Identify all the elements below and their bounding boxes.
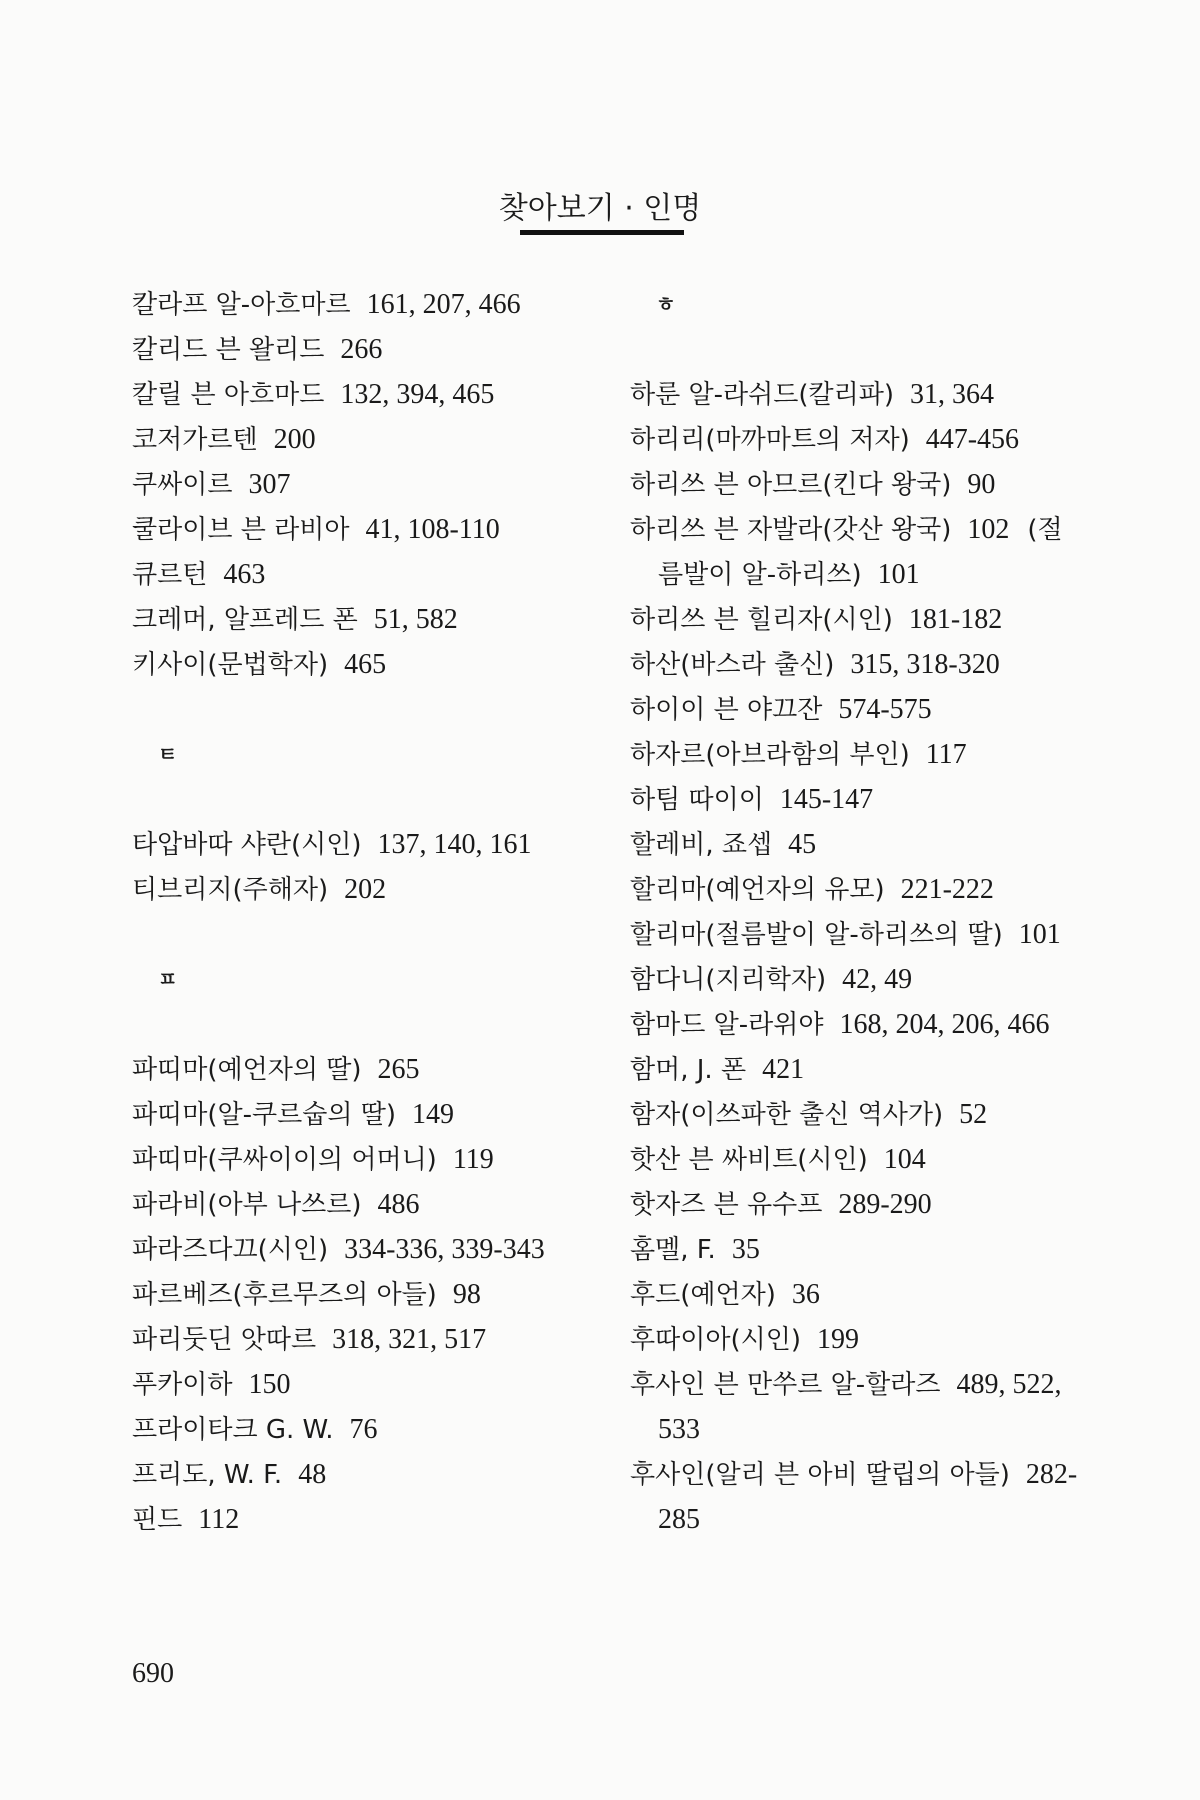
entry-pages: 36 [791, 1279, 820, 1310]
entry-name: 파르베즈(후르무즈의 아들) [132, 1280, 437, 1310]
entry-pages: 42, 49 [842, 964, 913, 995]
index-entry [630, 822, 1100, 867]
entry-pages: 101 [877, 559, 920, 590]
entry-name: 타압바따 샤란(시인) [132, 830, 362, 860]
entry-pages: 168, 204, 206, 466 [839, 1009, 1050, 1040]
title-underline [520, 230, 684, 235]
index-entry [132, 1182, 612, 1227]
entry-name: 후드(예언자) [630, 1280, 776, 1310]
index-entry-continuation [630, 552, 1100, 597]
entry-pages: 315, 318-320 [850, 649, 1000, 680]
entry-pages: 35 [731, 1234, 760, 1265]
section-gap [132, 1002, 612, 1047]
index-entry [132, 642, 612, 687]
entry-name: 하룬 알-라쉬드(칼리파) [630, 380, 894, 410]
section-gap [630, 327, 1100, 372]
entry-pages: 574-575 [838, 694, 932, 725]
entries-p-group [132, 1047, 612, 1542]
entry-name: 파띠마(쿠싸이이의 어머니) [132, 1145, 437, 1175]
index-entry-continuation [630, 1407, 1100, 1452]
index-entry [132, 507, 612, 552]
index-entry [132, 1452, 612, 1497]
entry-pages: 48 [298, 1459, 327, 1490]
entry-name: 쿨라이브 븐 라비아 [132, 515, 350, 545]
index-entry [132, 1272, 612, 1317]
entry-pages: 149 [411, 1099, 454, 1130]
entry-name: 핀드 [132, 1505, 183, 1535]
index-entry [132, 1407, 612, 1452]
entry-pages: 465 [344, 649, 387, 680]
index-entry [630, 1362, 1100, 1407]
index-entry [132, 327, 612, 372]
entry-name: 하리쓰 븐 자발라(갓산 왕국) [630, 515, 952, 545]
entry-pages: 318, 321, 517 [332, 1324, 487, 1355]
index-entry [630, 1047, 1100, 1092]
entry-pages: 486 [377, 1189, 420, 1220]
entry-name: 하리쓰 븐 아므르(킨다 왕국) [630, 470, 952, 500]
entry-pages: 112 [198, 1504, 240, 1535]
entry-name: 푸카이하 [132, 1370, 233, 1400]
index-entry [132, 1362, 612, 1407]
entry-pages: 463 [223, 559, 266, 590]
entry-pages: 117 [925, 739, 967, 770]
index-entry [132, 462, 612, 507]
index-entry [630, 1002, 1100, 1047]
index-entry [630, 1317, 1100, 1362]
section-gap [132, 777, 612, 822]
index-entry [630, 732, 1100, 777]
entry-pages: 119 [452, 1144, 494, 1175]
index-entry [630, 1452, 1100, 1497]
entry-pages: 307 [248, 469, 291, 500]
entry-pages: 145-147 [779, 784, 874, 815]
entry-pages: 285 [658, 1504, 700, 1535]
entry-name: 쿠싸이르 [132, 470, 233, 500]
entry-name: 키사이(문법학자) [132, 650, 329, 680]
index-entry-continuation [630, 1497, 1100, 1542]
entry-pages: 98 [452, 1279, 481, 1310]
entry-name: 파라즈다끄(시인) [132, 1235, 329, 1265]
page-title: 찾아보기 · 인명 [498, 191, 702, 226]
entry-name: 파리둣딘 앗따르 [132, 1325, 317, 1355]
entry-name: 할리마(절름발이 알-하리쓰의 딸) [630, 920, 1003, 950]
index-entry [132, 1497, 612, 1542]
index-entry [630, 507, 1100, 552]
index-entry [630, 1272, 1100, 1317]
entry-name: 후사인 븐 만쑤르 알-할라즈 [630, 1370, 941, 1400]
index-entry [630, 462, 1100, 507]
index-entry [630, 1137, 1100, 1182]
entry-name: 칼리드 븐 왈리드 [132, 335, 325, 365]
entries-k-group [132, 282, 612, 687]
entry-name: 코저가르텐 [132, 425, 258, 455]
entry-pages: 31, 364 [909, 379, 994, 410]
entry-name: 칼라프 알-아흐마르 [132, 290, 351, 320]
index-entry [630, 1227, 1100, 1272]
entry-name: 파라비(아부 나쓰르) [132, 1190, 362, 1220]
entry-name-continued: (절 [1027, 515, 1063, 545]
index-entry [132, 1092, 612, 1137]
entry-name: 큐르턴 [132, 560, 208, 590]
entry-pages: 41, 108-110 [365, 514, 500, 545]
entry-pages: 102 [967, 514, 1010, 545]
entry-pages: 289-290 [838, 1189, 932, 1220]
entry-pages: 45 [788, 829, 817, 860]
entry-pages: 266 [340, 334, 383, 365]
page-number: 690 [132, 1658, 174, 1689]
index-entry [132, 552, 612, 597]
entry-name: 후따이아(시인) [630, 1325, 801, 1355]
entry-name: 하산(바스라 출신) [630, 650, 835, 680]
entry-name: 름발이 알-하리쓰) [658, 560, 862, 590]
entry-pages: 447-456 [925, 424, 1020, 455]
entry-pages: 51, 582 [373, 604, 458, 635]
index-entry [630, 867, 1100, 912]
entry-pages: 101 [1018, 919, 1061, 950]
entry-name: 파띠마(알-쿠르숩의 딸) [132, 1100, 396, 1130]
index-entry [132, 597, 612, 642]
entry-name: 함자(이쓰파한 출신 역사가) [630, 1100, 944, 1130]
entry-name: 칼릴 븐 아흐마드 [132, 380, 325, 410]
index-entry [630, 597, 1100, 642]
entry-pages: 334-336, 339-343 [344, 1234, 545, 1265]
index-entry [132, 867, 612, 912]
index-entry [132, 822, 612, 867]
entry-pages: 90 [967, 469, 996, 500]
entries-h-group-2 [630, 597, 1100, 1362]
entry-pages: 533 [658, 1414, 700, 1445]
entry-name: 하리쓰 븐 힐리자(시인) [630, 605, 893, 635]
entry-name: 핫산 븐 싸비트(시인) [630, 1145, 868, 1175]
entry-pages: 76 [349, 1414, 378, 1445]
index-entry [630, 1092, 1100, 1137]
entry-pages: 421 [762, 1054, 805, 1085]
entry-name: 홈멜, F. [630, 1235, 716, 1265]
entry-pages: 52 [959, 1099, 988, 1130]
entry-pages: 282- [1025, 1459, 1078, 1490]
entry-name: 프리도, W. F. [132, 1460, 283, 1490]
left-index-column [132, 282, 612, 1542]
entry-name: 함마드 알-라위야 [630, 1010, 824, 1040]
index-entry [630, 1182, 1100, 1227]
entry-name: 파띠마(예언자의 딸) [132, 1055, 362, 1085]
entry-pages: 200 [273, 424, 316, 455]
index-entry [132, 417, 612, 462]
entry-pages: 132, 394, 465 [340, 379, 495, 410]
entry-pages: 221-222 [900, 874, 994, 905]
index-entry [132, 1227, 612, 1272]
entry-pages: 150 [248, 1369, 291, 1400]
entries-h-group-1 [630, 372, 1100, 507]
index-entry [630, 642, 1100, 687]
entry-name: 크레머, 알프레드 폰 [132, 605, 358, 635]
entry-pages: 202 [344, 874, 387, 905]
section-gap [132, 687, 612, 732]
index-entry [630, 687, 1100, 732]
entry-name: 하리리(마까마트의 저자) [630, 425, 910, 455]
entry-pages: 104 [883, 1144, 926, 1175]
entry-name: 함머, J. 폰 [630, 1055, 747, 1085]
entry-pages: 137, 140, 161 [377, 829, 532, 860]
index-entry [630, 912, 1100, 957]
entry-pages: 489, 522, [956, 1369, 1062, 1400]
index-entry [630, 777, 1100, 822]
entry-name: 하이이 븐 야끄잔 [630, 695, 823, 725]
entry-pages: 265 [377, 1054, 420, 1085]
entry-name: 함다니(지리학자) [630, 965, 827, 995]
section-gap [132, 912, 612, 957]
section-heading-h: ㅎ [656, 292, 676, 316]
entry-name: 후사인(알리 븐 아비 딸립의 아들) [630, 1460, 1010, 1490]
index-entry [132, 1047, 612, 1092]
entry-name: 하팀 따이이 [630, 785, 764, 815]
entry-pages: 181-182 [908, 604, 1003, 635]
index-entry [132, 372, 612, 417]
entry-pages: 161, 207, 466 [366, 289, 521, 320]
index-entry [132, 282, 612, 327]
entry-name: 하자르(아브라함의 부인) [630, 740, 910, 770]
index-entry [132, 1137, 612, 1182]
entry-name: 핫자즈 븐 유수프 [630, 1190, 823, 1220]
entry-name: 할리마(예언자의 유모) [630, 875, 885, 905]
index-entry [630, 417, 1100, 462]
section-heading-t: ㅌ [158, 742, 178, 766]
right-index-column [630, 282, 1100, 1542]
entry-name: 할레비, 죠셉 [630, 830, 773, 860]
index-entry [132, 1317, 612, 1362]
index-entry [630, 372, 1100, 417]
entry-pages: 199 [816, 1324, 859, 1355]
entries-t-group [132, 822, 612, 912]
entry-name: 프라이타크 G. W. [132, 1415, 334, 1445]
index-entry [630, 957, 1100, 1002]
section-heading-p: ㅍ [158, 967, 178, 991]
entry-name: 티브리지(주해자) [132, 875, 329, 905]
